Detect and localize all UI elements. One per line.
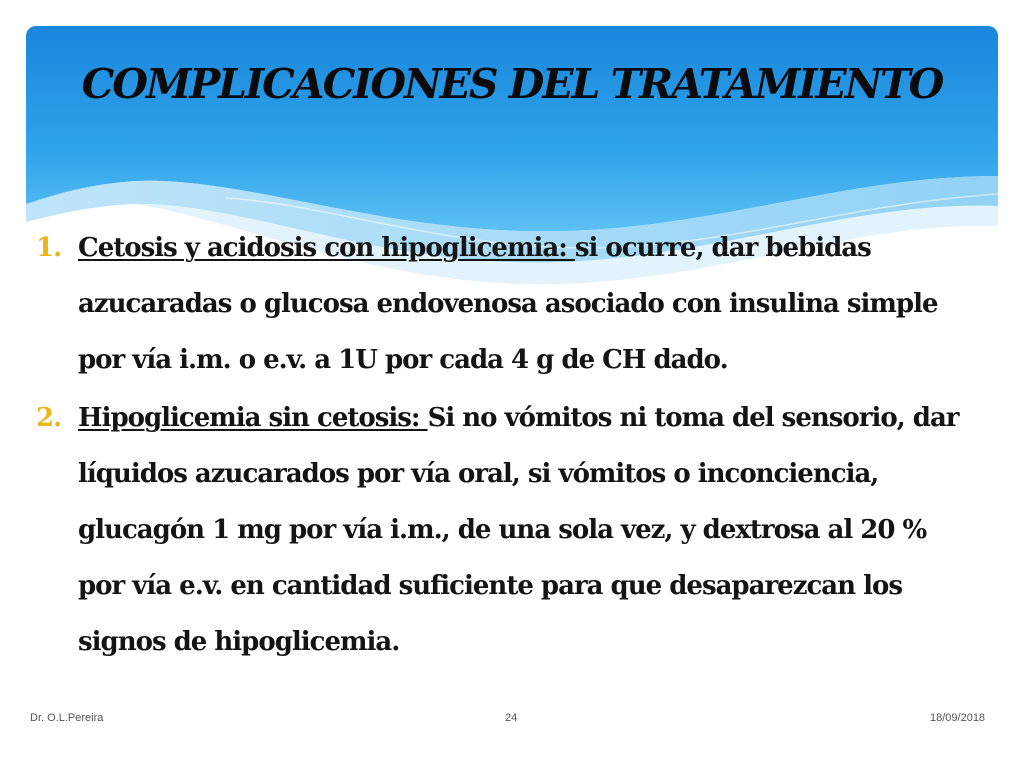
list-item [36, 220, 976, 388]
list-item-text: Si no vómitos ni toma del sensorio, dar líquidos azucarados por vía oral, si vómitos o inconciencia, glucagón 1 mg por vía i.m., de una sola vez, y dextrosa al 20 % por vía e.v. en cantidad suficiente para que desaparezcan los signos de hipoglicemia. [78, 403, 959, 657]
bullet-list [36, 220, 976, 672]
list-item-heading: Hipoglicemia sin cetosis: [78, 403, 428, 433]
list-item [36, 390, 976, 670]
list-item-text: si ocurre, dar bebidas azucaradas o glucosa endovenosa asociado con insulina simple por vía i.m. o e.v. a 1U por cada 4 g de CH dado. [78, 233, 938, 375]
slide-title: COMPLICACIONES DEL TRATAMIENTO [81, 60, 943, 108]
list-item-number: 1. [36, 233, 62, 263]
footer-page-number: 24 [505, 712, 518, 724]
list-item-number: 2. [36, 403, 62, 433]
footer-date: 18/09/2018 [930, 712, 986, 724]
footer-author: Dr. O.L.Pereira [30, 712, 104, 724]
list-item-heading: Cetosis y acidosis con hipoglicemia: [78, 233, 575, 263]
